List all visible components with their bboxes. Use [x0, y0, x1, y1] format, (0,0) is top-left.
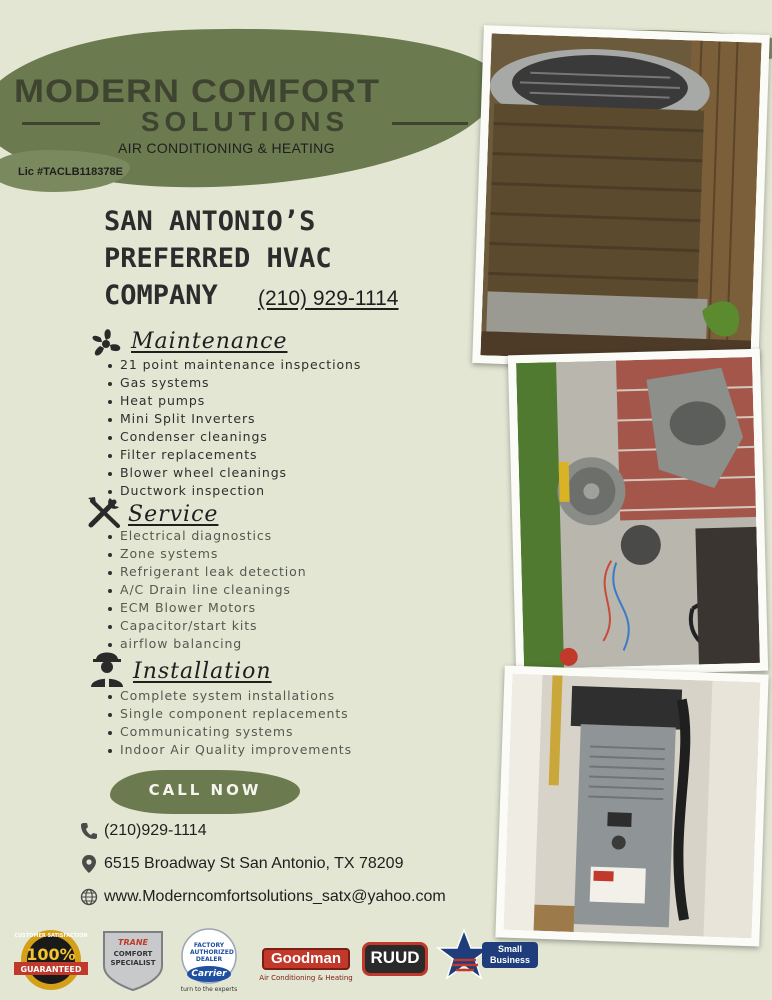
service-list	[106, 527, 307, 653]
trane-comfort-specialist-badge	[100, 926, 166, 992]
goodman-subtext: Air Conditioning & Heating	[259, 974, 353, 982]
goodman-badge	[258, 944, 354, 986]
tagline: AIR CONDITIONING & HEATING	[118, 140, 335, 156]
list-item: A/C Drain line cleanings	[106, 581, 307, 599]
installation-title: Installation	[133, 659, 272, 684]
list-item: Condenser cleanings	[106, 428, 361, 446]
list-item: Zone systems	[106, 545, 307, 563]
logo-subtitle: SOLUTIONS	[140, 106, 350, 137]
list-item: Electrical diagnostics	[106, 527, 307, 545]
guarantee-percent: 100%	[26, 945, 76, 964]
logo-line-right	[392, 122, 468, 125]
contact-website[interactable]	[80, 888, 446, 906]
list-item: Filter replacements	[106, 446, 361, 464]
list-item: Capacitor/start kits	[106, 617, 307, 635]
location-pin-icon	[80, 854, 98, 874]
ruud-brand: RUUD	[370, 948, 420, 967]
service-title: Service	[128, 502, 219, 527]
blower-image	[516, 357, 760, 669]
maintenance-list	[106, 356, 361, 500]
globe-icon	[80, 888, 98, 906]
carrier-brand: Carrier	[191, 969, 227, 979]
furnace-image	[504, 674, 761, 938]
contact-phone[interactable]	[80, 822, 207, 840]
logo-line-left	[22, 122, 100, 125]
trane-label: COMFORT SPECIALIST	[110, 950, 156, 967]
logo-title: MODERN COMFORT	[14, 72, 380, 109]
list-item: Heat pumps	[106, 392, 361, 410]
small-business-badge	[436, 928, 540, 990]
headline-line-1: SAN ANTONIO’S	[104, 206, 316, 237]
maintenance-title: Maintenance	[131, 329, 288, 354]
list-item: Mini Split Inverters	[106, 410, 361, 428]
goodman-brand: Goodman	[271, 950, 341, 967]
list-item: Complete system installations	[106, 687, 352, 705]
guarantee-bottom-text: GUARANTEED	[20, 965, 82, 974]
headline-line-2: PREFERRED HVAC	[104, 243, 332, 274]
installation-list	[106, 687, 352, 759]
list-item: ECM Blower Motors	[106, 599, 307, 617]
worker-icon	[88, 646, 126, 688]
condenser-photo	[472, 25, 770, 373]
list-item: Refrigerant leak detection	[106, 563, 307, 581]
contact-phone-text: (210)929-1114	[104, 822, 207, 840]
list-item: Indoor Air Quality improvements	[106, 741, 352, 759]
carrier-top-text: FACTORY AUTHORIZED DEALER	[190, 942, 234, 963]
carrier-tagline: turn to the experts	[180, 986, 238, 993]
license-number: Lic #TACLB118378E	[18, 166, 123, 178]
condenser-image	[480, 33, 761, 364]
list-item: Single component replacements	[106, 705, 352, 723]
call-now-label[interactable]: CALL NOW	[148, 781, 262, 799]
list-item: Communicating systems	[106, 723, 352, 741]
ruud-badge	[362, 942, 428, 976]
satisfaction-guaranteed-badge	[12, 928, 90, 992]
contact-address	[80, 854, 403, 874]
furnace-photo	[495, 665, 768, 946]
headline-line-3: COMPANY	[104, 280, 218, 311]
headline-phone-link[interactable]: (210) 929-1114	[258, 287, 399, 310]
phone-icon	[80, 822, 98, 840]
list-item: Ductwork inspection	[106, 482, 361, 500]
small-business-text: Small Business	[489, 944, 531, 965]
list-item: 21 point maintenance inspections	[106, 356, 361, 374]
list-item: airflow balancing	[106, 635, 307, 653]
guarantee-top-text: CUSTOMER SATISFACTION	[14, 933, 88, 939]
blower-photo	[508, 349, 768, 677]
contact-address-text: 6515 Broadway St San Antonio, TX 78209	[104, 855, 404, 873]
list-item: Gas systems	[106, 374, 361, 392]
carrier-factory-dealer-badge	[176, 926, 242, 996]
list-item: Blower wheel cleanings	[106, 464, 361, 482]
tools-icon	[86, 495, 124, 531]
trane-brand: TRANE	[118, 938, 148, 947]
contact-website-text: www.Moderncomfortsolutions_satx@yahoo.com	[104, 888, 446, 906]
